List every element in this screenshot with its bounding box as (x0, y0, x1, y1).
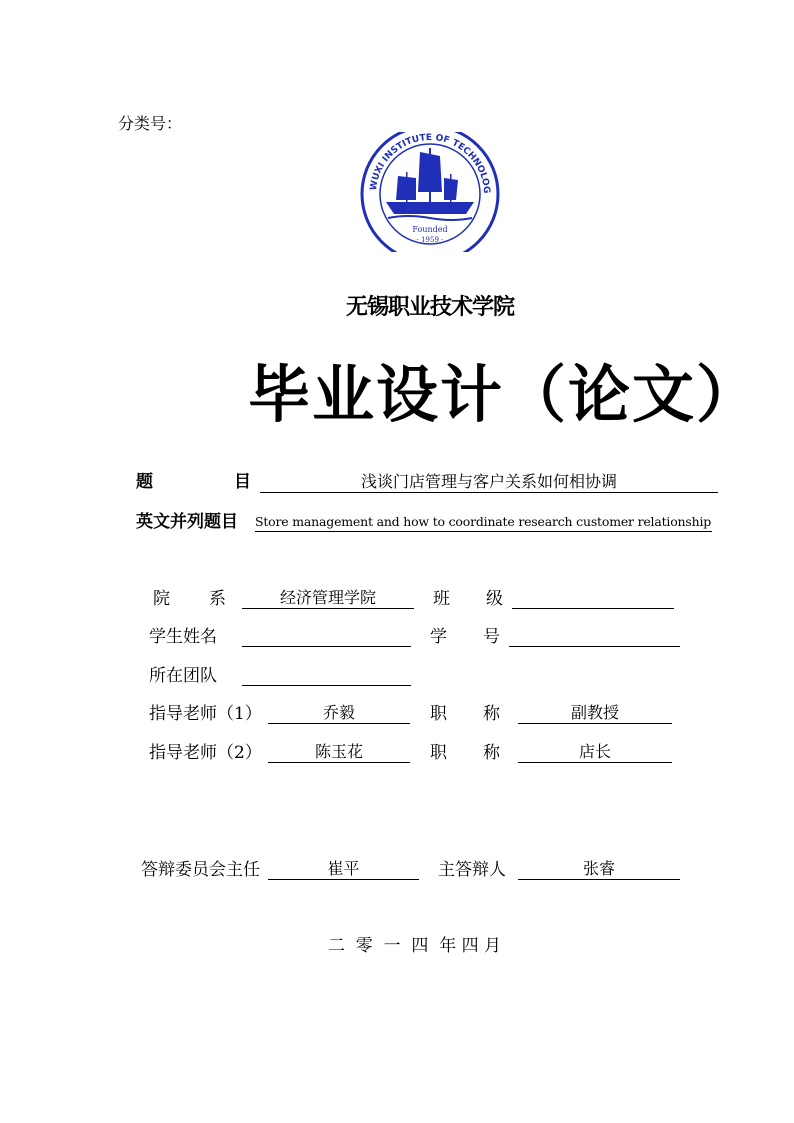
school-name: 无锡职业技术学院 (346, 295, 515, 320)
student-name-label: 学生姓名 (149, 627, 217, 647)
ship-icon (386, 148, 474, 220)
advisor1-field[interactable]: 乔毅 (268, 703, 410, 724)
chair-field[interactable]: 崔平 (268, 859, 419, 880)
title2-field[interactable]: 店长 (518, 742, 672, 763)
student-id-field[interactable] (509, 626, 680, 647)
title2-label-1: 职 (430, 743, 447, 763)
date-text: 二 零 一 四 年 四 月 (328, 936, 502, 956)
emblem-year: - 1959 - (416, 236, 444, 244)
title1-label-1: 职 (430, 704, 447, 724)
en-title-field[interactable]: Store management and how to coordinate research customer relationship (255, 513, 712, 532)
thesis-title-field[interactable]: 浅谈门店管理与客户关系如何相协调 (260, 472, 718, 493)
dept-label-1: 院 (153, 589, 170, 609)
title-label-2: 目 (234, 472, 251, 492)
title1-field[interactable]: 副教授 (518, 703, 672, 724)
title-label-1: 题 (136, 472, 153, 492)
title1-label-2: 称 (483, 704, 500, 724)
emblem-founded: Founded (412, 225, 448, 234)
team-field[interactable] (242, 665, 411, 686)
dept-field[interactable]: 经济管理学院 (242, 588, 414, 609)
class-label-2: 级 (486, 589, 503, 609)
en-title-label: 英文并列题目 (136, 512, 238, 532)
examiner-field[interactable]: 张睿 (518, 859, 680, 880)
page-title: 毕业设计（论文） (248, 358, 761, 431)
classification-label: 分类号： (118, 114, 183, 133)
team-label: 所在团队 (149, 666, 217, 686)
advisor1-label: 指导老师（1） (149, 704, 262, 724)
emblem-svg (358, 132, 502, 252)
student-name-field[interactable] (242, 626, 411, 647)
chair-label: 答辩委员会主任 (141, 860, 260, 880)
student-id-label-2: 号 (483, 627, 500, 647)
examiner-label: 主答辩人 (438, 860, 506, 880)
student-id-label-1: 学 (430, 627, 447, 647)
school-emblem (358, 132, 502, 256)
advisor2-label: 指导老师（2） (149, 743, 262, 763)
emblem-ring-text: WUXI INSTITUTE OF TECHNOLOG (368, 132, 492, 194)
class-label-1: 班 (433, 589, 450, 609)
advisor2-field[interactable]: 陈玉花 (268, 742, 410, 763)
dept-label-2: 系 (209, 589, 226, 609)
class-field[interactable] (512, 588, 674, 609)
title2-label-2: 称 (483, 743, 500, 763)
